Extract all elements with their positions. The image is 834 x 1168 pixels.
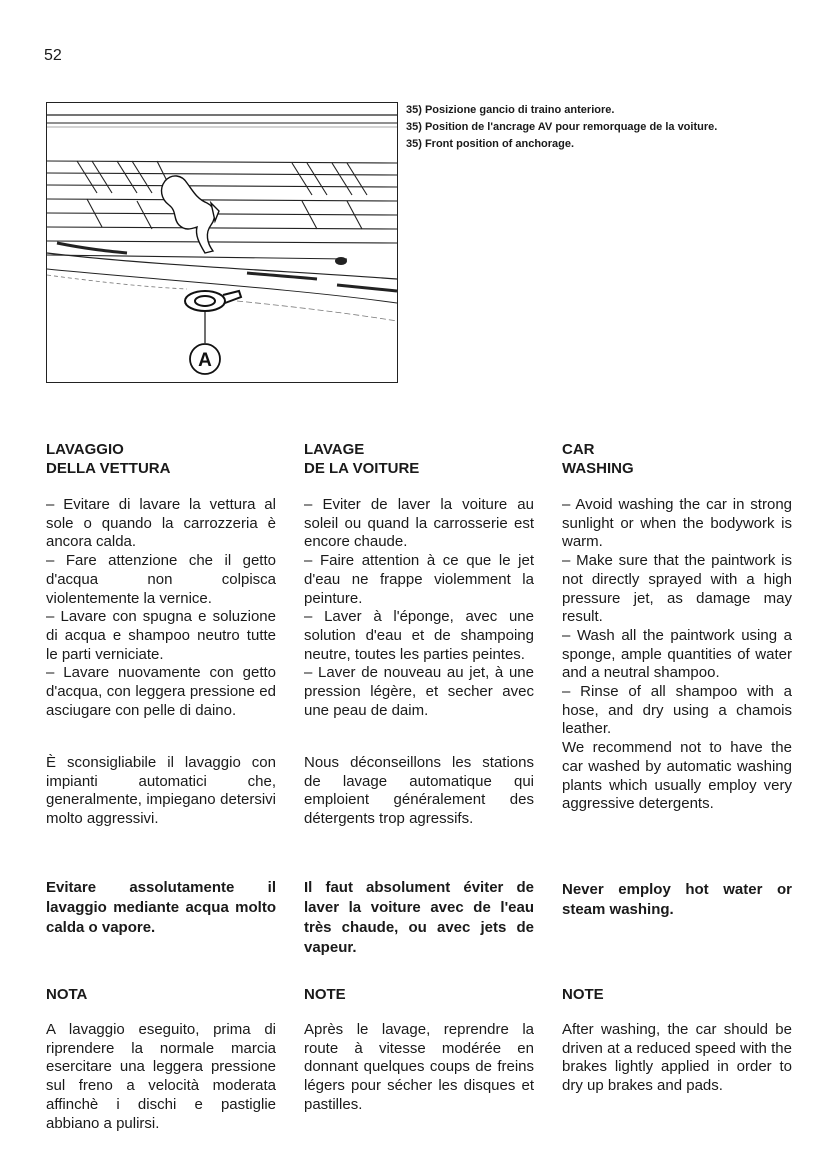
instructions-list: [562, 496, 792, 814]
list-item: – Make sure that the paintwork is not directly sprayed with a high pressure jet, as damage may result.: [562, 552, 792, 626]
towing-eye-icon: [185, 291, 241, 311]
advice-paragraph: Nous déconseillons les stations de lavage automatique qui emploient généralement des détergents trop agressifs.: [304, 754, 534, 828]
note-text: Après le lavage, reprendre la route à vitesse modérée en donnant quelques coups de freins légers pour sécher les disques et pastilles.: [304, 1021, 534, 1113]
caption-italian: 35) Posizione gancio di traino anteriore.: [406, 104, 615, 116]
section-heading-line1: LAVAGE: [304, 441, 365, 458]
page-number: 52: [44, 47, 62, 64]
list-item: – Lavare con spugna e soluzione di acqua e shampoo neutro tutte le parti verniciate.: [46, 608, 276, 663]
instructions-list: [304, 496, 534, 720]
list-item: – Fare attenzione che il getto d'acqua non colpisca violentemente la vernice.: [46, 552, 276, 607]
front-grille-illustration: [47, 103, 397, 382]
list-item: – Avoid washing the car in strong sunlight or when the bodywork is warm.: [562, 496, 792, 551]
list-item: – Wash all the paintwork using a sponge, ample quantities of water and a neutral shampoo.: [562, 626, 792, 682]
note-heading: NOTA: [46, 986, 88, 1003]
caption-french: 35) Position de l'ancrage AV pour remorquage de la voiture.: [406, 121, 718, 133]
list-item: – Evitare di lavare la vettura al sole o quando la carrozzeria è ancora calda.: [46, 496, 276, 551]
warning-paragraph: Never employ hot water or steam washing.: [562, 881, 792, 918]
advice-paragraph: È sconsigliabile il lavaggio con impianti automatici che, generalmente, impiegano detersivi molto aggressivi.: [46, 754, 276, 828]
warning-paragraph: Il faut absolument éviter de laver la voiture avec de l'eau très chaude, ou avec jets de vapeur.: [304, 879, 534, 956]
figure-captions: [406, 102, 717, 153]
warning-paragraph: Evitare assolutamente il lavaggio mediante acqua molto calda o vapore.: [46, 879, 276, 936]
list-item: – Laver à l'éponge, avec une solution d'eau et de shampoing neutre, toutes les parties peintes.: [304, 608, 534, 663]
note-heading: NOTE: [304, 986, 346, 1003]
english-column: [562, 440, 792, 1095]
list-item: – Laver de nouveau au jet, à une pression légère, et secher avec une peau de daim.: [304, 664, 534, 719]
list-item: – Eviter de laver la voiture au soleil ou quand la carrosserie est encore chaude.: [304, 496, 534, 551]
list-item: – Faire attention à ce que le jet d'eau ne frappe violemment la peinture.: [304, 552, 534, 607]
advice-paragraph: We recommend not to have the car washed by automatic washing plants which usually employ very aggressive detergents.: [562, 739, 792, 813]
italian-column: [46, 440, 276, 1132]
section-heading-line2: DE LA VOITURE: [304, 460, 420, 477]
callout-label: A: [198, 350, 212, 371]
section-heading-line2: DELLA VETTURA: [46, 460, 171, 477]
french-column: [304, 440, 534, 1113]
instructions-list: [46, 496, 276, 720]
caption-english: 35) Front position of anchorage.: [406, 138, 575, 150]
section-heading-line1: CAR: [562, 441, 595, 458]
note-text: After washing, the car should be driven at a reduced speed with the brakes lightly applied in order to dry up brakes and pads.: [562, 1021, 792, 1095]
front-anchorage-figure: [46, 102, 398, 383]
note-heading: NOTE: [562, 986, 604, 1003]
section-heading-line2: WASHING: [562, 460, 634, 477]
note-text: A lavaggio eseguito, prima di riprendere la normale marcia esercitare una leggera pressione sul freno a velocità moderata affinchè i dischi e pastiglie abbiano a pulirsi.: [46, 1021, 276, 1132]
list-item: – Rinse of all shampoo with a hose, and dry using a chamois leather.: [562, 683, 792, 738]
list-item: – Lavare nuovamente con getto d'acqua, con leggera pressione ed asciugare con pelle di daino.: [46, 664, 276, 719]
section-heading-line1: LAVAGGIO: [46, 441, 124, 458]
